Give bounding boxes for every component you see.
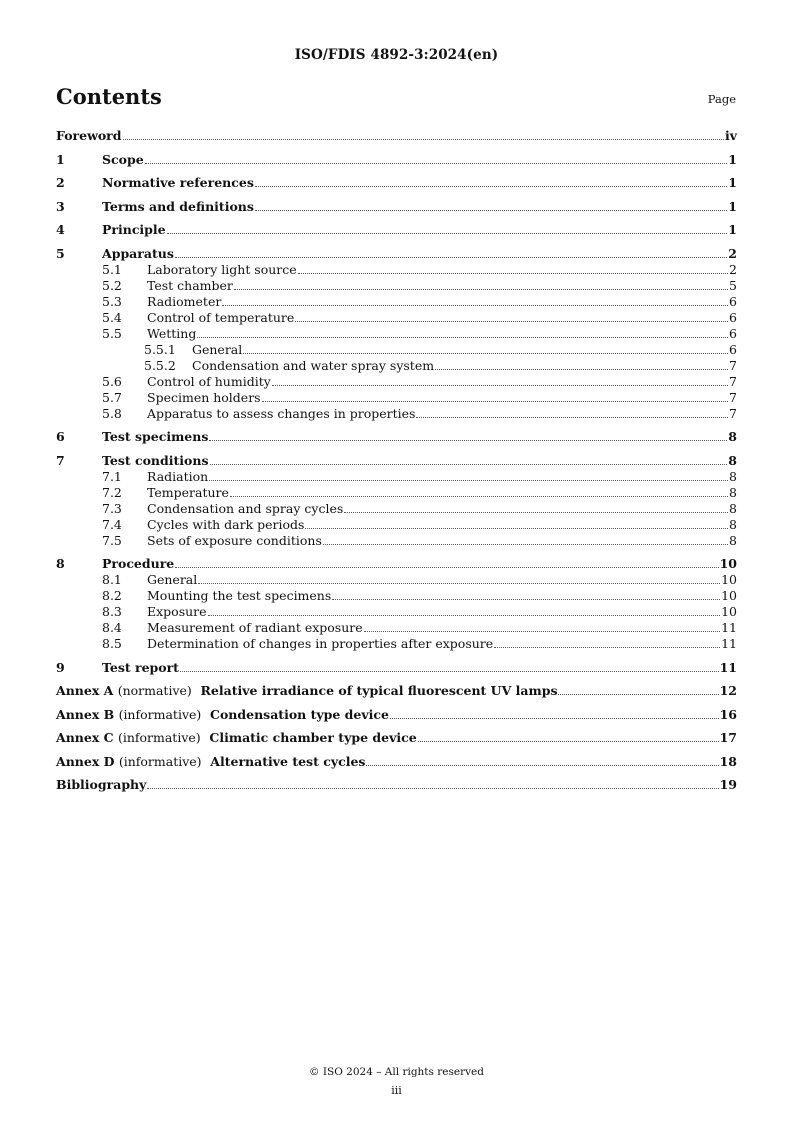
- toc-spacer: [56, 238, 737, 246]
- annex-type: (informative): [117, 730, 201, 745]
- toc-entry-label: Apparatus: [102, 245, 174, 261]
- toc-entry-number: 5.2: [102, 277, 122, 293]
- toc-entry-label: Mounting the test specimens: [147, 588, 332, 603]
- toc-entry-number: 7.2: [102, 484, 122, 500]
- toc-entry[interactable]: [56, 683, 737, 699]
- toc-entry[interactable]: [56, 390, 737, 406]
- dot-leader: [494, 647, 720, 648]
- toc-entry[interactable]: [56, 588, 737, 604]
- toc-entry-label: Control of humidity: [147, 373, 271, 389]
- document-header: ISO/FDIS 4892-3:2024(en): [294, 47, 499, 63]
- toc-entry-number: 9: [56, 659, 65, 675]
- toc-entry-page: 6: [729, 341, 737, 357]
- toc-entry-number: 7: [56, 452, 65, 468]
- toc-spacer: [56, 652, 737, 660]
- dot-leader: [197, 337, 728, 338]
- toc-entry[interactable]: [56, 777, 737, 793]
- toc-entry-page: 12: [719, 683, 737, 698]
- toc-entry-number: 8.1: [102, 572, 122, 587]
- toc-entry[interactable]: [56, 707, 737, 723]
- toc-entry[interactable]: [56, 152, 737, 168]
- toc-entry[interactable]: [56, 556, 737, 572]
- toc-spacer: [56, 723, 737, 731]
- toc-entry[interactable]: [56, 730, 737, 746]
- toc-entry[interactable]: [56, 501, 737, 517]
- toc-entry-page: 10: [721, 572, 737, 587]
- annex-id: Annex B: [56, 706, 115, 722]
- dot-leader: [344, 512, 728, 513]
- dot-leader: [323, 544, 728, 545]
- toc-entry[interactable]: [56, 374, 737, 390]
- toc-entry-page: 8: [728, 452, 737, 468]
- toc-spacer: [56, 144, 737, 152]
- toc-entry-number: 6: [56, 429, 65, 444]
- toc-entry-label: [56, 707, 389, 723]
- page-column-label: Page: [707, 92, 736, 106]
- toc-entry[interactable]: [56, 222, 737, 238]
- toc-entry-label: Scope: [102, 151, 144, 167]
- toc-entry-label: Apparatus to assess changes in properties: [147, 405, 416, 421]
- toc-entry-page: 7: [729, 357, 737, 373]
- toc-entry-page: 7: [729, 389, 737, 405]
- toc-entry-label: Specimen holders: [147, 389, 261, 405]
- toc-entry-label: Radiometer: [147, 293, 222, 309]
- dot-leader: [167, 233, 728, 234]
- toc-entry[interactable]: [56, 572, 737, 588]
- toc-entry-number: 8.5: [102, 636, 122, 651]
- toc-entry[interactable]: [56, 406, 737, 422]
- toc-entry[interactable]: [56, 358, 737, 374]
- toc-entry[interactable]: [56, 262, 737, 278]
- toc-entry-page: 18: [719, 753, 737, 769]
- toc-entry-number: 1: [56, 151, 65, 167]
- toc-entry-page: 8: [729, 468, 737, 484]
- toc-entry-number: 5.7: [102, 389, 122, 405]
- dot-leader: [209, 440, 727, 441]
- toc-entry[interactable]: [56, 660, 737, 676]
- annex-id: Annex D: [56, 753, 115, 769]
- toc-entry[interactable]: [56, 517, 737, 533]
- dot-leader: [418, 741, 719, 742]
- toc-entry-page: 10: [721, 604, 737, 619]
- toc-entry[interactable]: [56, 620, 737, 636]
- toc-entry-label: Cycles with dark periods: [147, 516, 305, 532]
- toc-entry[interactable]: [56, 128, 737, 144]
- toc-spacer: [56, 215, 737, 223]
- toc-entry[interactable]: [56, 485, 737, 501]
- toc-entry-number: 8.4: [102, 620, 122, 635]
- toc-entry[interactable]: [56, 754, 737, 770]
- annex-title: Climatic chamber type device: [209, 730, 417, 745]
- toc-entry-label: Test specimens: [102, 429, 209, 444]
- toc-entry-page: 8: [729, 532, 737, 548]
- annex-title: Alternative test cycles: [210, 753, 366, 769]
- toc-entry-page: 2: [728, 245, 737, 261]
- toc-entry-page: 6: [729, 293, 737, 309]
- toc-entry-label: Control of temperature: [147, 309, 295, 325]
- toc-entry[interactable]: [56, 310, 737, 326]
- page-title: Contents: [56, 84, 162, 109]
- toc-entry[interactable]: [56, 199, 737, 215]
- toc-entry-label: [56, 754, 365, 770]
- toc-spacer: [56, 422, 737, 430]
- toc-entry-page: 16: [719, 706, 737, 722]
- toc-entry[interactable]: [56, 429, 737, 445]
- toc-entry-label: Radiation: [147, 468, 209, 484]
- toc-entry-page: 11: [721, 620, 737, 635]
- toc-spacer: [56, 168, 737, 176]
- toc-entry-label: Exposure: [147, 604, 207, 619]
- dot-leader: [366, 765, 718, 766]
- page-number: iii: [391, 1084, 402, 1097]
- table-of-contents: [56, 128, 737, 793]
- toc-entry-number: 5.5: [102, 325, 122, 341]
- dot-leader: [209, 480, 728, 481]
- toc-entry-label: [56, 730, 417, 746]
- toc-entry-number: 3: [56, 198, 65, 214]
- toc-entry-label: Bibliography: [56, 777, 147, 792]
- toc-entry[interactable]: [56, 326, 737, 342]
- toc-entry-label: Procedure: [102, 556, 175, 571]
- annex-type: (informative): [118, 753, 202, 769]
- toc-entry-page: 19: [719, 777, 737, 792]
- toc-entry-page: 11: [719, 659, 737, 675]
- toc-entry-page: 1: [728, 151, 737, 167]
- toc-entry-label: Foreword: [56, 128, 122, 143]
- toc-entry-page: 8: [729, 500, 737, 516]
- dot-leader: [208, 615, 721, 616]
- annex-title: Condensation type device: [210, 706, 389, 722]
- toc-spacer: [56, 699, 737, 707]
- toc-entry-label: Principle: [102, 222, 166, 237]
- annex-type: (normative): [117, 683, 192, 698]
- toc-entry[interactable]: [56, 342, 737, 358]
- dot-leader: [222, 305, 728, 306]
- dot-leader: [558, 694, 718, 695]
- toc-entry-page: 10: [719, 556, 737, 571]
- toc-entry-label: Wetting: [147, 325, 197, 341]
- toc-entry-page: 8: [728, 429, 737, 444]
- toc-entry-label: General: [147, 572, 198, 587]
- dot-leader: [298, 273, 728, 274]
- dot-leader: [180, 671, 719, 672]
- dot-leader: [175, 257, 727, 258]
- toc-entry-number: 8.3: [102, 604, 122, 619]
- toc-spacer: [56, 445, 737, 453]
- toc-entry-page: 11: [721, 636, 737, 651]
- toc-entry-page: 1: [728, 175, 737, 190]
- dot-leader: [435, 369, 728, 370]
- toc-entry-label: Normative references: [102, 175, 254, 190]
- toc-entry-number: 8: [56, 556, 65, 571]
- toc-entry-page: 7: [729, 373, 737, 389]
- annex-id: Annex A: [56, 683, 114, 698]
- toc-entry[interactable]: [56, 636, 737, 652]
- toc-entry-page: 5: [729, 277, 737, 293]
- dot-leader: [364, 631, 720, 632]
- toc-entry[interactable]: [56, 604, 737, 620]
- toc-entry-number: 5.4: [102, 309, 122, 325]
- toc-entry-label: Condensation and spray cycles: [147, 500, 344, 516]
- toc-entry[interactable]: [56, 278, 737, 294]
- annex-type: (informative): [118, 706, 202, 722]
- toc-entry-page: 17: [719, 730, 737, 745]
- dot-leader: [390, 718, 719, 719]
- toc-entry-number: 7.5: [102, 532, 122, 548]
- toc-entry-page: 6: [729, 325, 737, 341]
- toc-entry-label: General: [192, 341, 243, 357]
- toc-entry-number: 7.1: [102, 468, 122, 484]
- toc-entry[interactable]: [56, 469, 737, 485]
- toc-entry-number: 4: [56, 222, 65, 237]
- toc-spacer: [56, 549, 737, 557]
- toc-entry-number: 5: [56, 245, 65, 261]
- toc-entry-number: 5.3: [102, 293, 122, 309]
- toc-entry-number: 5.8: [102, 405, 122, 421]
- toc-entry-label: Test report: [102, 659, 179, 675]
- toc-entry-label: Measurement of radiant exposure: [147, 620, 363, 635]
- toc-entry[interactable]: [56, 246, 737, 262]
- dot-leader: [175, 567, 718, 568]
- dot-leader: [210, 464, 728, 465]
- toc-entry-label: Test conditions: [102, 452, 209, 468]
- toc-entry-page: 6: [729, 309, 737, 325]
- toc-entry-page: 7: [729, 405, 737, 421]
- toc-entry-number: 5.1: [102, 261, 122, 277]
- toc-entry-label: Laboratory light source: [147, 261, 297, 277]
- dot-leader: [234, 289, 728, 290]
- dot-leader: [305, 528, 728, 529]
- toc-entry-label: [56, 683, 557, 699]
- toc-entry[interactable]: [56, 533, 737, 549]
- dot-leader: [123, 139, 724, 140]
- toc-entry-number: 7.3: [102, 500, 122, 516]
- dot-leader: [272, 385, 728, 386]
- toc-entry-number: 5.5.1: [144, 341, 176, 357]
- dot-leader: [230, 496, 728, 497]
- annex-title: Relative irradiance of typical fluorescent UV lamps: [200, 683, 558, 698]
- dot-leader: [416, 417, 728, 418]
- dot-leader: [147, 788, 718, 789]
- dot-leader: [255, 186, 727, 187]
- toc-entry-label: Terms and definitions: [102, 198, 254, 214]
- toc-entry-number: 2: [56, 175, 65, 190]
- toc-entry-page: 2: [729, 261, 737, 277]
- dot-leader: [198, 583, 720, 584]
- toc-entry-page: iv: [724, 128, 737, 143]
- toc-entry-page: 1: [728, 198, 737, 214]
- toc-spacer: [56, 746, 737, 754]
- toc-entry-number: 5.5.2: [144, 357, 176, 373]
- toc-entry-label: Determination of changes in properties after exposure: [147, 636, 494, 651]
- dot-leader: [332, 599, 720, 600]
- annex-id: Annex C: [56, 730, 114, 745]
- toc-spacer: [56, 676, 737, 684]
- dot-leader: [145, 163, 728, 164]
- toc-entry-page: 8: [729, 516, 737, 532]
- toc-entry[interactable]: [56, 453, 737, 469]
- toc-entry-number: 5.6: [102, 373, 122, 389]
- toc-entry-label: Sets of exposure conditions: [147, 532, 322, 548]
- dot-leader: [255, 210, 727, 211]
- copyright-notice: © ISO 2024 – All rights reserved: [309, 1066, 484, 1078]
- toc-entry-label: Temperature: [147, 484, 229, 500]
- toc-entry[interactable]: [56, 175, 737, 191]
- toc-spacer: [56, 191, 737, 199]
- toc-entry-page: 8: [729, 484, 737, 500]
- toc-entry-label: Test chamber: [147, 277, 233, 293]
- toc-entry-label: Condensation and water spray system: [192, 357, 435, 373]
- dot-leader: [243, 353, 728, 354]
- toc-entry-page: 10: [721, 588, 737, 603]
- toc-entry[interactable]: [56, 294, 737, 310]
- toc-entry-page: 1: [728, 222, 737, 237]
- dot-leader: [262, 401, 728, 402]
- toc-entry-number: 8.2: [102, 588, 122, 603]
- dot-leader: [295, 321, 728, 322]
- toc-spacer: [56, 770, 737, 778]
- toc-entry-number: 7.4: [102, 516, 122, 532]
